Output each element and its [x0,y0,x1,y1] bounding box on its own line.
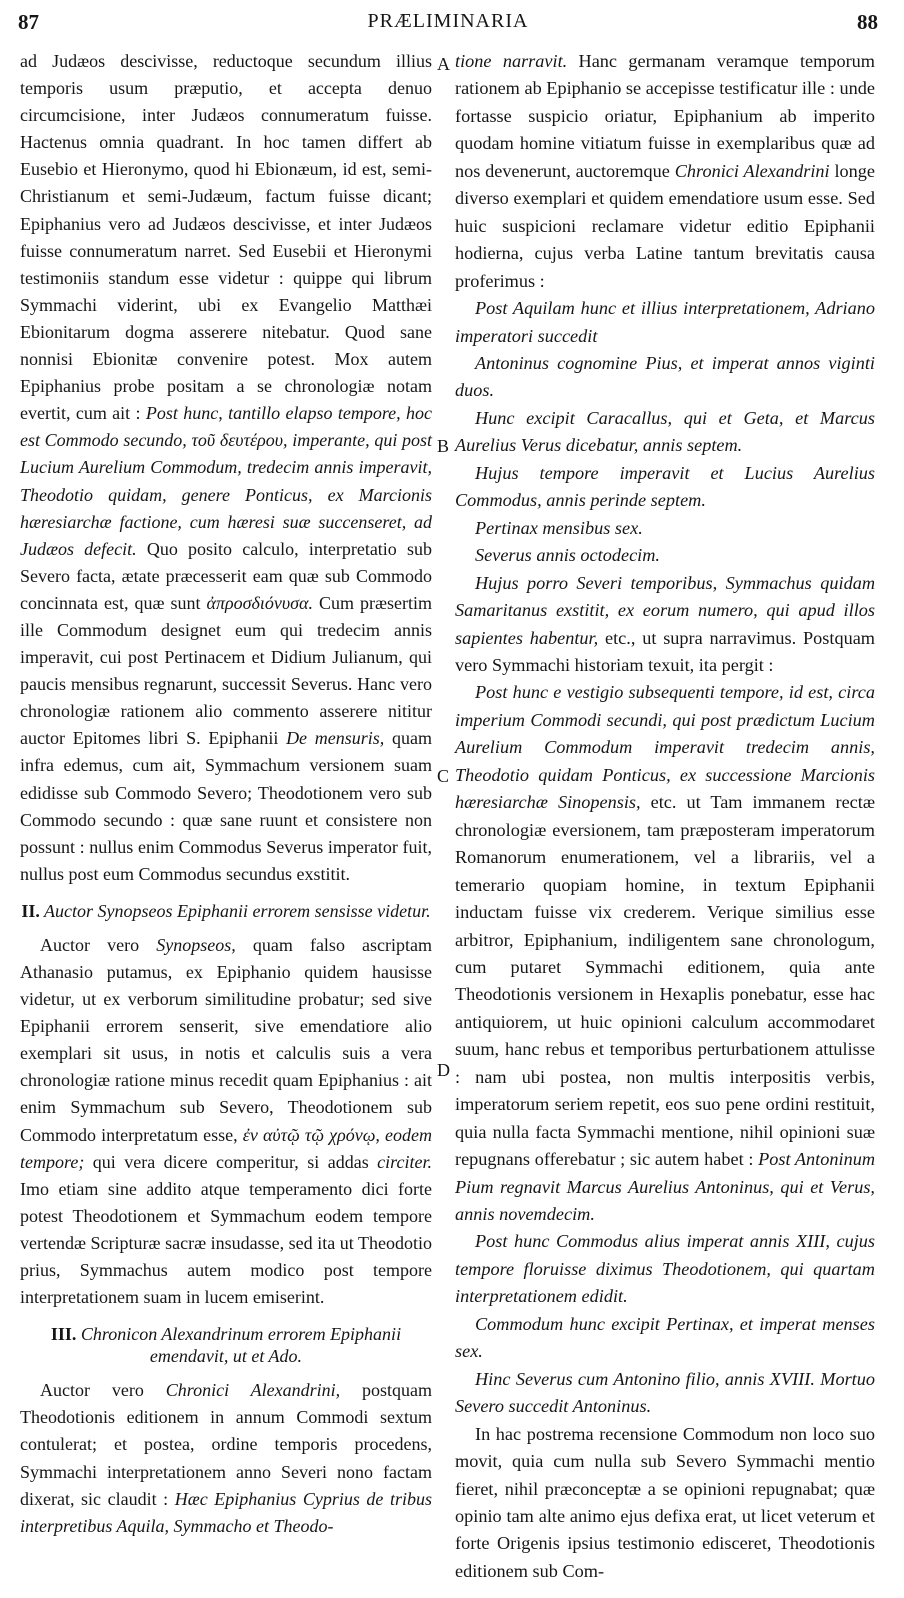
text-run: quam falso ascriptam Athanasio putamus, ex Epiphanio quidem hausisse videtur, ut ex verborum similitudine probatur; sed sive Epiphanii errorem senserit, sive emendatiore alio exemplari sit usus, in notis et calculis suis a vera chronologiæ ratione minus recedit quam Epiphanius : ait enim Symmachum sub Severo, Theodotionem sub Commodo interpretatum esse, [20,934,433,1145]
margin-marker-a: A [437,54,450,74]
section-title: Chronicon Alexandrinum errorem Epiphanii emendavit, ut et Ado. [80,1324,402,1367]
text-run: Auctor vero [40,934,140,955]
paragraph [455,570,875,680]
running-title: PRÆLIMINARIA [367,10,529,32]
quotation: imperante, qui post Lucium Aurelium Commodum, tredecim annis imperavit, Theodotio quidam, genere Ponticus, ex Marcionis hæresiarchæ factione, cum hæresi suæ succenseret, ad Judæos defecit. [20,430,433,559]
paragraph [20,48,432,888]
text-run: quam infra edemus, cum ait, Symmachum versionem suam edidisse sub Commodo Severo; Theodotionem vero sub Commodo secundo : quæ sane ruunt et consistere non possunt : nullus enim Commodus Severus imperator fuit, nullus post eum Commodus secundus exstitit. [20,728,432,884]
quotation: eodem tempore; [20,1124,433,1172]
text-run: etc., ut supra narravimus. Postquam vero Symmachi historiam texuit, ita pergit : [455,627,875,675]
text-run: Imo etiam sine addito atque temperamento dici forte potest Theodotionem et Symmachum eodem tempore vertendæ Scripturæ sacræ insudasse, sed ita ut Theodotio prius, Symmachus autem modico post tempore interpretationem suam in lucem emiserint. [20,1178,432,1308]
quotation: Hæc Epiphanius Cyprius de tribus interpretibus Aquila, Symmacho et Theodo- [20,1488,433,1536]
left-column [20,48,432,1540]
text-run: postquam Theodotionis editionem in annum Commodi sextum contulerat; et postea, ordine temporis procedens, Symmachi interpretationem anno Severi nono factam dixerat, sic claudit : [20,1380,433,1509]
paragraph [455,679,875,1228]
quote-line: Severus annis octodecim. [475,545,660,566]
right-column [455,48,875,1585]
quotation: Post hunc, tantillo elapso tempore, hoc est Commodo secundo, [20,403,432,451]
quote-line: Pertinax mensibus sex. [475,517,643,538]
greek-text: ἐν αὐτῷ τῷ χρόνῳ, [242,1124,380,1145]
section-heading [20,900,432,922]
quote-line: Antoninus cognomine Pius, et imperat annos viginti duos. [455,352,875,401]
margin-marker-b: B [437,436,450,456]
quotation: circiter. [377,1151,432,1172]
section-number: II. [21,900,40,921]
quote-line: Post hunc Commodus alius imperat annis XIII, cujus tempore floruisse diximus Theodotionem, qui quartam interpretationem edidit. [455,1231,875,1307]
book-title: De mensuris, [286,728,385,749]
margin-marker-c: C [437,766,450,786]
book-title: Chronici Alexandrini [674,160,830,181]
text-run: Cum præsertim ille Commodum designet eum qui tredecim annis imperavit, cui post Pertinacem et Didium Julianum, qui paucis mensibus regnarunt, successit Severus. Hanc vero chronologiæ rationem alio commento asserere nititur auctor Epitomes libri S. Epiphanii [20,592,432,749]
paragraph [20,932,432,1311]
paragraph [455,48,875,295]
section-title: Auctor Synopseos Epiphanii errorem sensisse videtur. [44,900,431,921]
quote-line: Post Aquilam hunc et illius interpretationem, Adriano imperatori succedit [455,298,875,346]
text-run: Hanc germanam veramque temporum rationem ab Epiphanio se accepisse testificatur ille : unde fortasse suspicio oriatur, Epiphanium ab imperito quodam homine vitiatum fuisse in exemplaribus quæ ad nos devenerunt, auctoremque [455,51,875,181]
quote-line: Hunc excipit Caracallus, qui et Geta, et Marcus Aurelius Verus dicebatur, annis septem. [455,407,875,456]
greek-text: ἀπροσδιόνυσα. [206,592,313,613]
paragraph [455,1421,875,1586]
quotation: Post hunc e vestigio subsequenti tempore, id est, circa imperium Commodi secundi, qui post prædictum Lucium Aurelium Commodum imperavit tredecim annis, Theodotio quidam Ponticus, ex successione Marcionis hæresiarchæ Sinopensis, [455,682,875,813]
text-run: Auctor vero [40,1380,144,1401]
running-header [18,10,878,40]
margin-marker-d: D [437,1060,450,1080]
page-number-right: 88 [857,10,878,34]
text-run: Quo posito calculo, interpretatio sub Severo facta, ætate præcesserit eam quæ sub Commodo concinnata est, quæ sunt [20,538,432,613]
quote-line: Hujus tempore imperavit et Lucius Aurelius Commodus, annis perinde septem. [455,462,875,511]
quote-line: Hinc Severus cum Antonino filio, annis XVIII. Mortuo Severo succedit Antoninus. [455,1368,875,1417]
text-run: etc. ut Tam immanem rectæ chronologiæ eversionem, tam præposteram imperatorum Romanorum enumerationem, vel a librariis, vel a temerario quopiam homine, in textum Epiphanii inductam fuisse vix crederem. Verique similius esse arbitror, Epiphanium, indiligentem sane chronologum, cum putaret Symmachi editionem, quia ante Theodotionis versionem in Hexaplis ponebatur, esse hac antiquiorem, ut huic opinioni calculum accommodaret suum, hanc rebus et temporibus perturbationem attulisse : nam ubi postea, non multis interpositis verbis, imperatorum seriem repetit, eos suo pene ordini restituit, quia nulla facta Symmachi mentione, nihil opinioni suæ repugnans offerebatur ; sic autem habet : [455,792,876,1170]
quotation: Post Antoninum Pium regnavit Marcus Aurelius Antoninus, qui et Verus, annis novemdecim. [455,1149,876,1225]
quotation: Hujus porro Severi temporibus, Symmachus quidam Samaritanus exstitit, ex eorum numero, qui apud illos sapientes habentur, [455,572,875,648]
quotation: tione narravit. [455,51,568,71]
book-title: Synopseos, [156,934,236,955]
text-run: In hac postrema recensione Commodum non loco suo movit, quia cum nulla sub Severo Symmachi mentio fieret, nihil præconceptæ a se opinioni repugnabat; quæ opinio tam alte animo ejus defixa erat, ut licet veterum et forte Origenis ipsius testimonio edisceret, Theodotionis editionem sub Com- [455,1423,875,1581]
section-heading [20,1323,432,1367]
book-title: Chronici Alexandrini, [165,1380,341,1401]
text-run: qui vera dicere comperitur, si addas [92,1151,369,1172]
text-run: ad Judæos descivisse, reductoque secundum illius temporis usum præputio, et accepta denuo circumcisione, inter Judæos connumeratum fuisse. Hactenus omnia quadrant. In hoc tamen differt ab Eusebio et Hieronymo, quod hi Ebionæum, id est, semi-Christianum et semi-Judæum, factum fuisse dicant; Epiphanius vero ad Judæos descivisse, et inter Judæos fuisse connumeratum narret. Sed Eusebii et Hieronymi testimoniis standum esse videtur : quippe qui librum Symmachi viderint, ubi ex Evangelio Matthæi Ebionitarum dogma asserere nitebatur. Quod sane nonnisi Ebionitæ convenire potest. Mox autem Epiphanius probe positam a se chronologiæ notam evertit, cum ait : [20,51,432,424]
page-number-left: 87 [18,10,39,34]
section-number: III. [50,1324,77,1345]
greek-text: τοῦ δευτέρου, [191,430,288,451]
quote-line: Commodum hunc excipit Pertinax, et imperat menses sex. [455,1313,875,1362]
text-run: longe diverso exemplari et quidem emendatiore usum esse. Sed huic suspicioni reclamare videtur editio Epiphanii hodierna, cujus verba Latine tantum brevitatis causa proferimus : [455,160,876,291]
paragraph [20,1377,432,1540]
